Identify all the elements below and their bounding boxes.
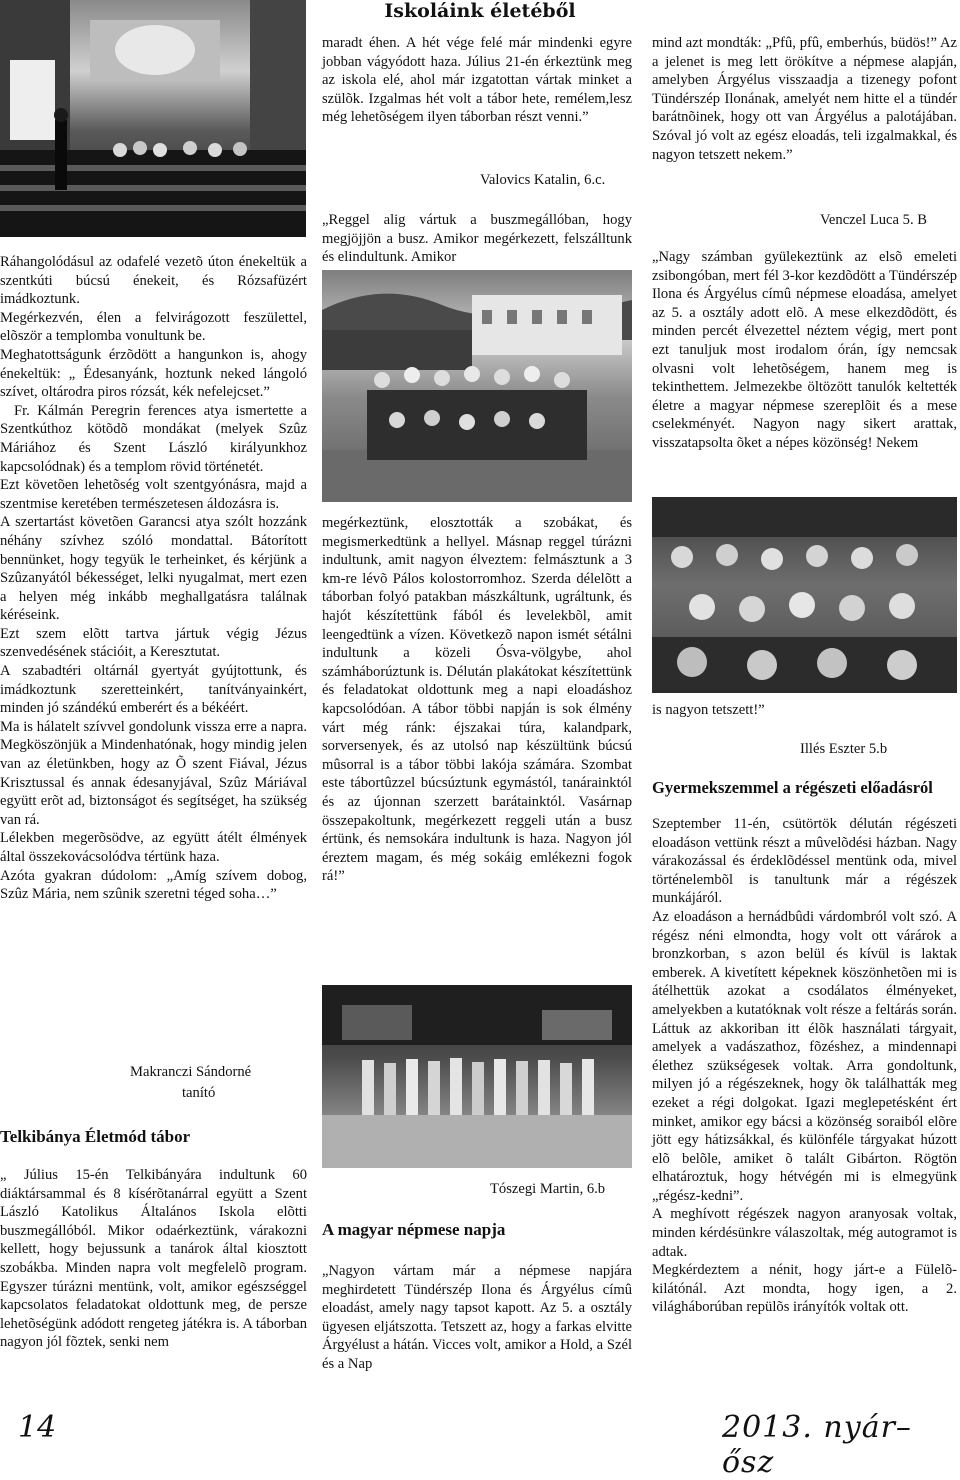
column-2-article-cont xyxy=(322,514,632,886)
issue-label: 2013. nyár–ősz xyxy=(722,1410,912,1480)
paragraph: maradt éhen. A hét vége felé már mindenki egyre jobban vágyódott haza. Július 21-én érkeztünk meg az iskola elé, ahol már izgatottan vártak minket a szülõk. Izgalmas hét volt a tábor hete, remélem,lesz még lehetõségem ilyen táborban részt venni.” xyxy=(322,35,632,126)
column-3-regeszeti xyxy=(652,815,957,1317)
paragraph: Ma is hálatelt szívvel gondolunk vissza erre a napra. Megköszönjük a Mindenhatónak, hogy mindig jelen van az életünkben, hogy az Õ szent Fiával, Jézus Krisztussal és annak édesanyjával, Szûz Máriával együtt erõt ad, biztonságot és segítséget, ha szükség van rá. xyxy=(0,718,307,828)
column-2-article xyxy=(322,211,632,267)
page-number: 14 xyxy=(18,1410,57,1445)
paragraph: Ezt szem elõtt tartva jártuk végig Jézus szenvedésének stációit, a Keresztutat. xyxy=(0,625,307,661)
column-2-top xyxy=(322,34,632,127)
paragraph: A szabadtéri oltárnál gyertyát gyújtottunk, és imádkoztunk szeretteinkért, tanítványainkért, minden jó szándékú emberért és a békéért. xyxy=(0,663,307,717)
paragraph: A szertartást követõen Garancsi atya szólt hozzánk néhány szívhez szóló mondattal. Bátorított bennünket, hogy tegyük le terheinket, és kérjünk a Szûzanyától békességet, lelki nyugalmat, mert ezen a helyen még inkább meghallgatásra találnak kéréseink. xyxy=(0,514,307,624)
paragraph: Az eloadáson a hernádbûdi várdombról volt szó. A régész néni elmondta, hogy volt ott várárok a bronzkorban, s azon belül és kívül is laktak emberek. A kivetített képeknek köszönhetõen mi is átélhettük azokat a csodálatos élményeket, amelyekben a kutatóknak volt része a feltárás során. Láttuk az akkoriban itt élõk használati tárgyait, amelyek a vadászathoz, fõzéshez, a mindennapi élethez szükségesek voltak. Arra gondoltunk, milyen jó a régészeknek, hogy õk találhatták meg ezeket a régi dolgokat. Igazi meglepetésként ért minket, amikor egy bácsi a közönség soraiból elõre jött egy hátizsákkal, és különféle tárgyakat húzott elõ belõle, amiket õ talált Gibárton. Rögtön elhatároztuk, hogy hétvégén mi is elmegyünk „régész-kedni”. xyxy=(652,908,957,1204)
paragraph: Fr. Kálmán Peregrin ferences atya ismertette a Szentkúthoz kötõdõ mondákat (melyek Szûz Máriához és Szent László királyunkhoz kapcsolódnak) és a templom rövid történetét. xyxy=(0,402,307,475)
author-name: Makranczi Sándorné xyxy=(130,1064,252,1080)
section-title-telkibanya: Telkibánya Életmód tábor xyxy=(0,1127,191,1146)
author-name: Illés Eszter 5.b xyxy=(800,741,888,757)
author-name: Venczel Luca 5. B xyxy=(820,212,927,228)
paragraph: A meghívott régészek nagyon aranyosak voltak, minden kérdésünkre válaszoltak, még autogramot is adtak. xyxy=(652,1206,957,1260)
section-header: Iskoláink életéből xyxy=(384,0,576,22)
author-name: Tószegi Martin, 6.b xyxy=(490,1181,606,1197)
paragraph: „ Július 15-én Telkibányára indultunk 60 diáktársammal és 8 kísérõtanárral együtt a Szent László Katolikus Általános Iskola elõtti buszmegállóból. Mikor odaérkeztünk, várakozni kellett, hogy bejussunk a tanárok által kiosztott szobákba. Minden napra volt megfelelõ program. Egyszer túrázni mentünk, volt, amikor egészséggel kapcsolatos feladatokat oldottunk meg, de persze lehetõségünk adódott rengeteg játékra is. A táborban nagyon jól fõztek, senki nem xyxy=(0,1167,307,1351)
column-2-nepmese xyxy=(322,1262,632,1374)
paragraph: mind azt mondták: „Pfû, pfû, emberhús, büdös!” Az a jelenet is meg lett örökítve a népmese alapján, amelyben Árgyélus visszaadja a tizenegy pofont Tündérszép Ilonának, amelyét nem hitte el a tündér barátnõinek, hogy ott van Árgyélus a palotájában. Szóval jó volt az egész eloadás, teli izgalmakkal, és nagyon tetszett nekem.” xyxy=(652,35,957,163)
paragraph: Szeptember 11-én, csütörtök délután régészeti eloadáson vettünk részt a mûvelõdési házban. Nagy várakozással és érdeklõdéssel mentünk oda, mivel történelembõl is tanultunk már a régészek munkájáról. xyxy=(652,816,957,907)
paragraph: Azóta gyakran dúdolom: „Amíg szívem dobog, Szûz Mária, nem szûnik szeretni téged soha…” xyxy=(0,867,307,903)
paragraph: megérkeztünk, elosztották a szobákat, és megismerkedtünk a hellyel. Másnap reggel túrázni indultunk, amit nagyon élveztem: felmásztunk a 3 km-re lévõ Pálos kolostorromhoz. Szerda délelõtt a táborban folyó patakban mászkáltunk, ugráltunk, és hajót készítettünk fából és levelekbõl, amit leengedtünk a vízen. Következõ napon ismét sétálni indultunk a közeli Ósva-völgybe, ahol számháborúztunk is. Délután plakátokat készítettünk és feladatokat oldottunk meg a napi eloadáshoz kapcsolódóan. A tábor többi napján is sok élmény várt még ránk: éjszakai túra, kalandpark, sorversenyek, és az utolsó nap készültünk búcsú mûsorral is a tábor többi lakója számára. Szombat este tábortûzzel búcsúztunk egymástól, tanárainktól és az újonnan szerzett barátainktól. Vasárnap összepakoltunk, megérkezett reggeli után a busz értünk, és nemsokára indultunk is haza. Nagyon jól éreztem magam, és még sokáig emlékezni fogok rá!” xyxy=(322,515,632,885)
author-role: tanító xyxy=(182,1085,216,1101)
paragraph: „Reggel alig vártuk a buszmegállóban, hogy megjöjjön a busz. Amikor megérkezett, felszálltunk és elindultunk. Amikor xyxy=(322,212,632,266)
paragraph: Megkérdeztem a nénit, hogy járt-e a Fülelõ-kilátónál. Azt mondta, hogy igen, a 2. világháborúban repülõs irányítók voltak ott. xyxy=(652,1262,957,1316)
column-3-article xyxy=(652,248,957,453)
paragraph: „Nagyon vártam már a népmese napjára meghirdetett Tündérszép Ilona és Árgyélus címû eloadást, amely nagy tapsot kapott. Az 5. a osztály ügyesen eljátszotta. Tetszett az, hogy a farkas elvitte Árgyélust a hátán. Vicces volt, amikor a Hold, a Szél és a Nap xyxy=(322,1263,632,1372)
section-title-regeszeti: Gyermekszemmel a régészeti előadásról xyxy=(652,778,933,797)
column-3-top xyxy=(652,34,957,164)
column-1-article xyxy=(0,1166,307,1352)
paragraph: Megérkezvén, élen a felvirágozott feszülettel, elõször a templomba vonultunk be. xyxy=(0,309,307,345)
paragraph: Ezt követõen lehetõség volt szentgyónásra, majd a szentmise keretében természetesen áldozásra is. xyxy=(0,477,307,512)
author-name: Valovics Katalin, 6.c. xyxy=(480,172,606,188)
paragraph: „Nagy számban gyülekeztünk az elsõ emeleti zsibongóban, mert fél 3-kor kezdõdött a Tündérszép Ilona és Árgyélus címû népmese eloadása, amelyet az 5. a osztály adott elõ. A mese elkezdõdött, és minden percét élvezettel néztem végig, mert pont ezt tanuljuk most irodalom órán, így nemcsak olvasni volt lehetõségem, hanem meg is tekinthettem. Jelmezekbe öltözött tanulók keltették életre a magyar népmese szereplõit és a mese cselekményét. Nagyon nagy sikert arattak, visszatapsolta õket a népes közönség! Nekem xyxy=(652,249,957,451)
audience-photo xyxy=(652,497,957,693)
church-photo xyxy=(0,0,306,237)
camp-group-photo xyxy=(322,270,632,502)
column-3-article-cont xyxy=(652,701,957,720)
paragraph: Meghatottságunk érzõdött a hangunkon is, ahogy énekeltük: „ Édesanyánk, hoztunk neked lángoló szívet, oltárodra piros rózsát, kék nefelejcset.” xyxy=(0,346,307,401)
paragraph: Lélekben megerõsödve, az együtt átélt élmények által összekovácsolódva tértünk haza. xyxy=(0,830,307,865)
paragraph: Ráhangolódásul az odafelé vezetõ úton énekeltük a szentkúti búcsú énekeit, és Rózsafüzért imádkoztunk. xyxy=(0,254,307,308)
camp-outdoor-photo xyxy=(322,985,632,1168)
paragraph: is nagyon tetszett!” xyxy=(652,702,765,718)
column-1 xyxy=(0,253,307,904)
section-title-nepmese: A magyar népmese napja xyxy=(322,1220,506,1239)
